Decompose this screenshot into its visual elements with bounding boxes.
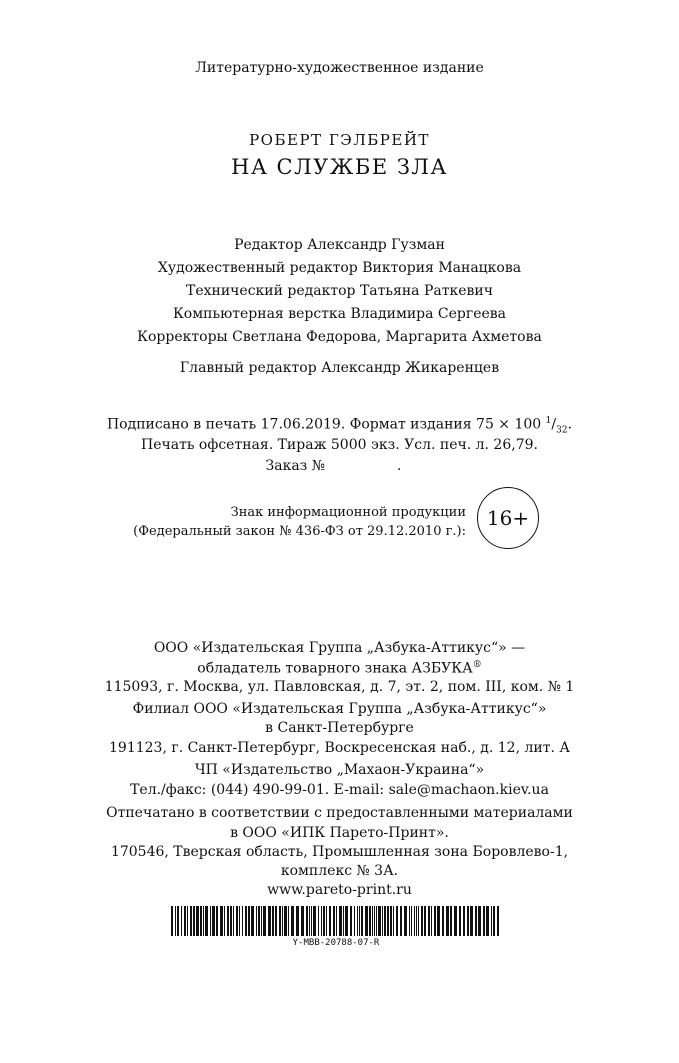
publisher-address: 115093, г. Москва, ул. Павловская, д. 7, эт. 2, пом. III, ком. № 1 (104, 679, 575, 695)
ukraine-publisher: ЧП «Издательство „Махаон-Украина“» (194, 762, 485, 778)
barcode-bar (268, 906, 271, 936)
barcode-bar (272, 906, 274, 936)
barcode-bar (372, 906, 373, 936)
barcode-bar (396, 906, 398, 936)
edition-type: Литературно-художественное издание (195, 60, 484, 76)
barcode-code: Y-MBB-20788-07-R (292, 938, 380, 948)
format-fraction-denominator: 32 (556, 425, 568, 436)
publisher-line1: ООО «Издательская Группа „Азбука-Аттикус“» — (153, 640, 526, 656)
publisher-trademark: обладатель товарного знака АЗБУКА (197, 660, 473, 677)
barcode-bar (279, 906, 281, 936)
barcode-bar (491, 906, 492, 936)
barcode-bar (284, 906, 287, 936)
branch-address: 191123, г. Санкт-Петербург, Воскресенская наб., д. 12, лит. А (109, 740, 570, 756)
branch-line2: в Санкт-Петербурге (265, 720, 414, 736)
author-name: РОБЕРТ ГЭЛБРЕЙТ (249, 131, 430, 149)
barcode-bar (434, 906, 436, 936)
barcode-bar (454, 906, 457, 936)
barcode-bar (459, 906, 461, 936)
barcode-bar (245, 906, 247, 936)
barcode-bar (288, 906, 289, 936)
barcode-bar (311, 906, 312, 936)
barcode-bar (184, 906, 186, 936)
barcode-bar (387, 906, 389, 936)
barcode-bar (437, 906, 440, 936)
barcode-bar (374, 906, 375, 936)
barcode-bar (424, 906, 426, 936)
barcode-bar (171, 906, 173, 936)
barcode-bar (296, 906, 299, 936)
barcode-bar (365, 906, 368, 936)
barcode-bar (409, 906, 410, 936)
barcode-bar (421, 906, 423, 936)
credit-layout: Компьютерная верстка Владимира Сергеева (172, 306, 507, 322)
barcode-bar (251, 906, 254, 936)
barcode-bar (187, 906, 188, 936)
barcode-bar (378, 906, 381, 936)
age-rating-badge: 16+ (477, 487, 539, 549)
barcode-bar (306, 906, 308, 936)
printer-line2: в ООО «ИПК Парето-Принт». (230, 825, 449, 841)
barcode-bar (242, 906, 243, 936)
barcode-bar (329, 906, 331, 936)
barcode-bar (376, 906, 377, 936)
barcode-bar (350, 906, 352, 936)
printer-line3: 170546, Тверская область, Промышленная зона Боровлево-1, (110, 844, 569, 860)
barcode-bar (414, 906, 415, 936)
barcode-bar (446, 906, 449, 936)
barcode-bar (382, 906, 383, 936)
format-fraction-numerator: 1 (545, 416, 552, 426)
print-info-end: . (567, 416, 573, 433)
barcode-bar (301, 906, 304, 936)
credit-proofreaders: Корректоры Светлана Федорова, Маргарита Ахметова (137, 329, 542, 345)
barcode-bar (239, 906, 240, 936)
barcode-bar (227, 906, 229, 936)
credit-editor: Редактор Александр Гузман (234, 237, 445, 253)
print-info-line1: Подписано в печать 17.06.2019. Формат издания 75 × 100 $^1/_{32}$. (106, 416, 573, 436)
info-sign-line2: (Федеральный закон № 436-ФЗ от 29.12.2010 г.): (133, 524, 466, 539)
info-sign-line1: Знак информационной продукции (230, 505, 466, 520)
book-title: НА СЛУЖБЕ ЗЛА (231, 155, 448, 179)
barcode-bar (497, 906, 499, 936)
barcode-bar (336, 906, 337, 936)
barcode-bar (212, 906, 215, 936)
barcode-bar (318, 906, 319, 936)
barcode-bar (282, 906, 283, 936)
barcode-bar (463, 906, 465, 936)
barcode (171, 906, 501, 936)
barcode-bar (416, 906, 417, 936)
barcode-bar (326, 906, 327, 936)
print-info-text: Подписано в печать 17.06.2019. Формат издания 75 × 100 (106, 416, 542, 433)
barcode-bar (400, 906, 402, 936)
barcode-bar (203, 906, 204, 936)
barcode-bar (313, 906, 316, 936)
barcode-bar (210, 906, 211, 936)
barcode-bar (323, 906, 325, 936)
barcode-bar (404, 906, 407, 936)
barcode-bar (309, 906, 310, 936)
barcode-bar (428, 906, 430, 936)
barcode-bar (200, 906, 202, 936)
barcode-bar (233, 906, 234, 936)
ukraine-contacts: Тел./факс: (044) 490-99-01. E-mail: sale@machaon.kiev.ua (130, 782, 549, 798)
barcode-bar (361, 906, 363, 936)
credit-tech-editor: Технический редактор Татьяна Раткевич (185, 283, 493, 299)
publisher-line2 (0, 660, 679, 677)
barcode-bar (224, 906, 225, 936)
barcode-bar (220, 906, 223, 936)
barcode-bar (483, 906, 485, 936)
barcode-bar (393, 906, 394, 936)
barcode-bar (248, 906, 250, 936)
barcode-bar (196, 906, 199, 936)
barcode-bar (475, 906, 477, 936)
barcode-bar (263, 906, 266, 936)
barcode-bar (175, 906, 176, 936)
barcode-bars (171, 906, 501, 936)
barcode-bar (470, 906, 473, 936)
barcode-bar (205, 906, 208, 936)
barcode-bar (236, 906, 238, 936)
barcode-bar (390, 906, 392, 936)
barcode-bar (354, 906, 355, 936)
credit-art-editor: Художественный редактор Виктория Манацкова (157, 260, 522, 276)
barcode-bar (333, 906, 335, 936)
barcode-bar (177, 906, 179, 936)
registered-mark: ® (472, 660, 482, 670)
barcode-bar (486, 906, 489, 936)
barcode-bar (216, 906, 218, 936)
barcode-bar (256, 906, 257, 936)
barcode-bar (230, 906, 232, 936)
barcode-bar (181, 906, 182, 936)
barcode-bar (343, 906, 344, 936)
printer-line1: Отпечатано в соответствии с предоставленными материалами (106, 805, 573, 821)
branch-line1: Филиал ООО «Издательская Группа „Азбука-Аттикус“» (132, 701, 547, 717)
barcode-bar (418, 906, 419, 936)
barcode-bar (258, 906, 260, 936)
printer-website: www.pareto-print.ru (267, 882, 412, 898)
barcode-bar (369, 906, 371, 936)
order-label: Заказ № (265, 458, 326, 474)
printer-line4: комплекс № 3А. (280, 863, 399, 879)
barcode-bar (478, 906, 481, 936)
barcode-bar (190, 906, 192, 936)
barcode-bar (261, 906, 262, 936)
barcode-bar (359, 906, 360, 936)
barcode-bar (384, 906, 386, 936)
barcode-bar (467, 906, 469, 936)
barcode-bar (431, 906, 432, 936)
barcode-bar (275, 906, 277, 936)
barcode-bar (442, 906, 444, 936)
barcode-bar (339, 906, 342, 936)
barcode-bar (193, 906, 195, 936)
order-number (0, 458, 673, 474)
barcode-bar (321, 906, 322, 936)
barcode-bar (291, 906, 294, 936)
barcode-bar (411, 906, 412, 936)
barcode-bar (357, 906, 358, 936)
barcode-bar (345, 906, 348, 936)
barcode-bar (450, 906, 452, 936)
barcode-bar (493, 906, 495, 936)
order-end: . (397, 458, 402, 474)
print-info-line2: Печать офсетная. Тираж 5000 экз. Усл. печ. л. 26,79. (141, 437, 538, 453)
chief-editor: Главный редактор Александр Жикаренцев (179, 360, 500, 376)
